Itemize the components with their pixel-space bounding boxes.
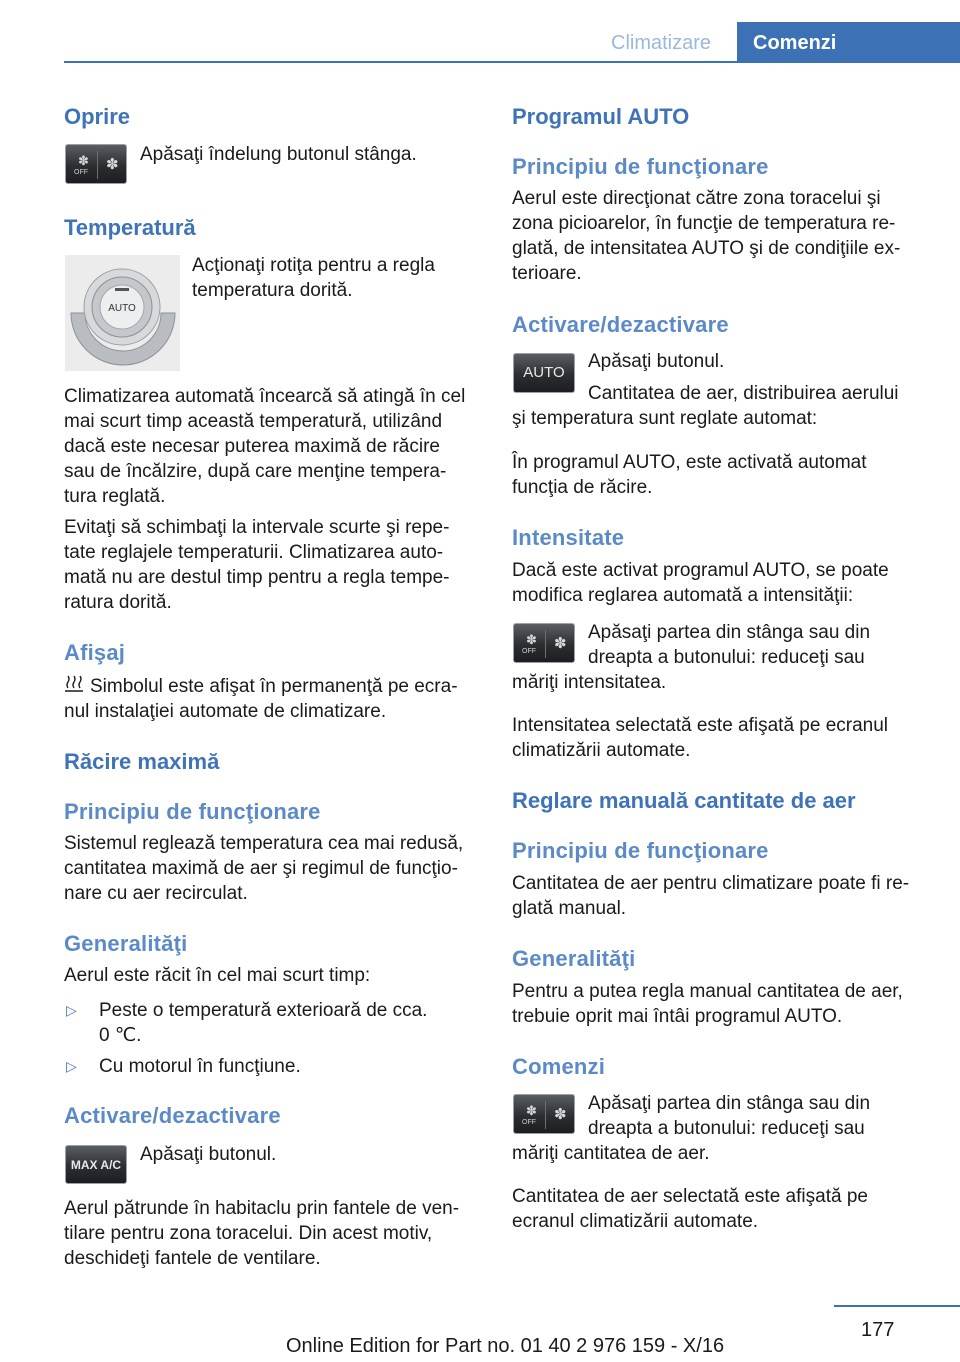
fan-off-button-image — [65, 144, 127, 184]
button-divider — [545, 630, 546, 658]
text-line: terioare. — [512, 263, 582, 284]
page-number-rule — [834, 1305, 960, 1307]
heading-intensitate: Intensitate — [512, 525, 625, 550]
activare-right-line2: Cantitatea de aer, distribuirea aerului — [588, 383, 899, 404]
auto-note — [512, 450, 867, 500]
auto-button-image — [513, 353, 575, 393]
text-line: trebuie oprit mai întâi programul AUTO. — [512, 1006, 843, 1027]
afisaj-line1: Simbolul este afişat în permanenţă pe ecra- — [90, 676, 458, 697]
text-line: Cantitatea de aer pentru climatizare poate fi re- — [512, 873, 910, 894]
heading-generalitati-left: Generalităţi — [64, 931, 188, 956]
temperature-knob-image — [65, 255, 180, 371]
text-line: Climatizarea automată încearcă să atingă în cel — [64, 386, 466, 407]
text-line: Evitaţi să schimbaţi la intervale scurte şi repe- — [64, 517, 450, 538]
max-cooling-symbol-icon — [65, 674, 83, 692]
auto-button-label: AUTO — [523, 364, 565, 381]
button-divider — [545, 1101, 546, 1129]
oprire-text: Apăsaţi îndelung butonul stânga. — [140, 144, 417, 165]
manual-principiu — [512, 871, 909, 921]
intensitate-note — [512, 713, 888, 763]
text-line: În programul AUTO, este activată automat — [512, 452, 867, 473]
text-line: mată nu are destul timp pentru a regla tempe- — [64, 567, 450, 588]
heading-temperatura: Temperatură — [64, 215, 196, 240]
text-line: glată, de intensitatea AUTO şi de condiţiile ex- — [512, 238, 901, 259]
text-line: Aerul pătrunde în habitaclu prin fantele de ven- — [64, 1198, 460, 1219]
button-divider — [97, 151, 98, 179]
max-ac-label: MAX A/C — [70, 1158, 122, 1172]
racire-final — [64, 1196, 459, 1271]
activare-right-line3: şi temperatura sunt reglate automat: — [512, 408, 818, 429]
text-line: dacă este necesar puterea maximă de răcire — [64, 436, 440, 457]
header-chapter: Climatizare — [611, 32, 712, 54]
text-line: modifica reglarea automată a intensităţii: — [512, 585, 854, 606]
intensitate-btn-line2: dreapta a butonului: reduceţi sau — [588, 647, 865, 668]
text-line: tate reglajele temperaturii. Climatizarea auto- — [64, 542, 444, 563]
text-line: ratura dorită. — [64, 592, 172, 613]
text-line: Cantitatea de aer selectată este afişată pe — [512, 1186, 868, 1207]
comenzi-line2: dreapta a butonului: reduceţi sau — [588, 1118, 865, 1139]
heading-generalitati-right: Generalităţi — [512, 946, 636, 971]
max-ac-button-image — [65, 1145, 127, 1184]
text-line: ecranul climatizării automate. — [512, 1211, 759, 1232]
text-line: Pentru a putea regla manual cantitatea de aer, — [512, 981, 903, 1002]
generalitati-right-text — [512, 979, 903, 1029]
knob-auto-label: AUTO — [108, 303, 136, 314]
heading-activare-right: Activare/dezactivare — [512, 312, 729, 337]
activare-right-line1: Apăsaţi butonul. — [588, 351, 725, 372]
text-line: mai scurt timp această temperatură, utilizând — [64, 411, 443, 432]
heading-comenzi: Comenzi — [512, 1054, 606, 1079]
activare-left-text: Apăsaţi butonul. — [140, 1144, 277, 1165]
text-line: Sistemul reglează temperatura cea mai redusă, — [64, 833, 464, 854]
text-line: climatizării automate. — [512, 740, 691, 761]
intensitate-btn-line1: Apăsaţi partea din stânga sau din — [588, 622, 871, 643]
fan-button-image — [513, 1094, 575, 1134]
temperatura-knob-line2: temperatura dorită. — [192, 280, 353, 301]
page-number: 177 — [861, 1319, 895, 1341]
fan-small-icon: ✽ — [526, 1103, 537, 1118]
temperatura-knob-line1: Acţionaţi rotiţa pentru a regla — [192, 255, 435, 276]
fan-button-image — [513, 623, 575, 663]
text-line: Intensitatea selectată este afişată pe ecranul — [512, 715, 889, 736]
heading-activare-left: Activare/dezactivare — [64, 1103, 281, 1128]
text-line: deschideţi fantele de ventilare. — [64, 1248, 321, 1269]
off-label: OFF — [522, 1119, 536, 1126]
text-line: nare cu aer recirculat. — [64, 883, 248, 904]
racire-principiu — [64, 831, 463, 906]
text-line: Dacă este activat programul AUTO, se poate — [512, 560, 889, 581]
fan-large-icon: ✽ — [554, 635, 567, 652]
off-label: OFF — [522, 648, 536, 655]
text-line: glată manual. — [512, 898, 627, 919]
temperatura-para1 — [64, 384, 465, 509]
text-line: 0 ℃. — [99, 1025, 142, 1046]
fan-small-icon: ✽ — [78, 153, 89, 168]
text-line: Aerul este direcţionat către zona toracelui şi — [512, 188, 881, 209]
bullet-item-1 — [99, 998, 427, 1048]
fan-large-icon: ✽ — [554, 1106, 567, 1123]
text-line: tura reglată. — [64, 486, 166, 507]
text-line: cantitatea maximă de aer şi regimul de funcţio- — [64, 858, 458, 879]
comenzi-line1: Apăsaţi partea din stânga sau din — [588, 1093, 871, 1114]
header-section-tab: Comenzi — [737, 22, 960, 63]
bullet-triangle-icon: ▷ — [66, 1058, 77, 1074]
heading-reglare-manuala: Reglare manuală cantitate de aer — [512, 788, 856, 813]
heading-principiu-right-2: Principiu de funcţionare — [512, 838, 769, 863]
auto-principiu — [512, 186, 900, 286]
heading-principiu-right: Principiu de funcţionare — [512, 154, 769, 179]
bullet-triangle-icon: ▷ — [66, 1002, 77, 1018]
intensitate-text — [512, 558, 889, 608]
text-line: tilare pentru zona toracelui. Din acest motiv, — [64, 1223, 433, 1244]
text-line: funcţia de răcire. — [512, 477, 653, 498]
heading-principiu-left: Principiu de funcţionare — [64, 799, 321, 824]
fan-small-icon: ✽ — [526, 632, 537, 647]
heading-programul-auto: Programul AUTO — [512, 104, 690, 129]
text-line: Peste o temperatură exterioară de cca. — [99, 1000, 428, 1021]
footer-edition: Online Edition for Part no. 01 40 2 976 159 - X/16 — [286, 1335, 725, 1357]
text-line: sau de încălzire, după care menţine tempera- — [64, 461, 447, 482]
bullet-item-2: Cu motorul în funcţiune. — [99, 1056, 301, 1077]
comenzi-note — [512, 1184, 868, 1234]
intensitate-btn-line3: măriţi intensitatea. — [512, 672, 667, 693]
comenzi-line3: măriţi cantitatea de aer. — [512, 1143, 710, 1164]
fan-large-icon: ✽ — [106, 156, 119, 173]
heading-afisaj: Afişaj — [64, 640, 126, 665]
heading-oprire: Oprire — [64, 104, 131, 129]
off-label: OFF — [74, 169, 88, 176]
temperatura-para2 — [64, 515, 449, 615]
text-line: zona picioarelor, în funcţie de temperatura re- — [512, 213, 896, 234]
afisaj-line2: nul instalaţiei automate de climatizare. — [64, 701, 387, 722]
heading-racire-maxima: Răcire maximă — [64, 749, 220, 774]
generalitati-left-text: Aerul este răcit în cel mai scurt timp: — [64, 965, 371, 986]
